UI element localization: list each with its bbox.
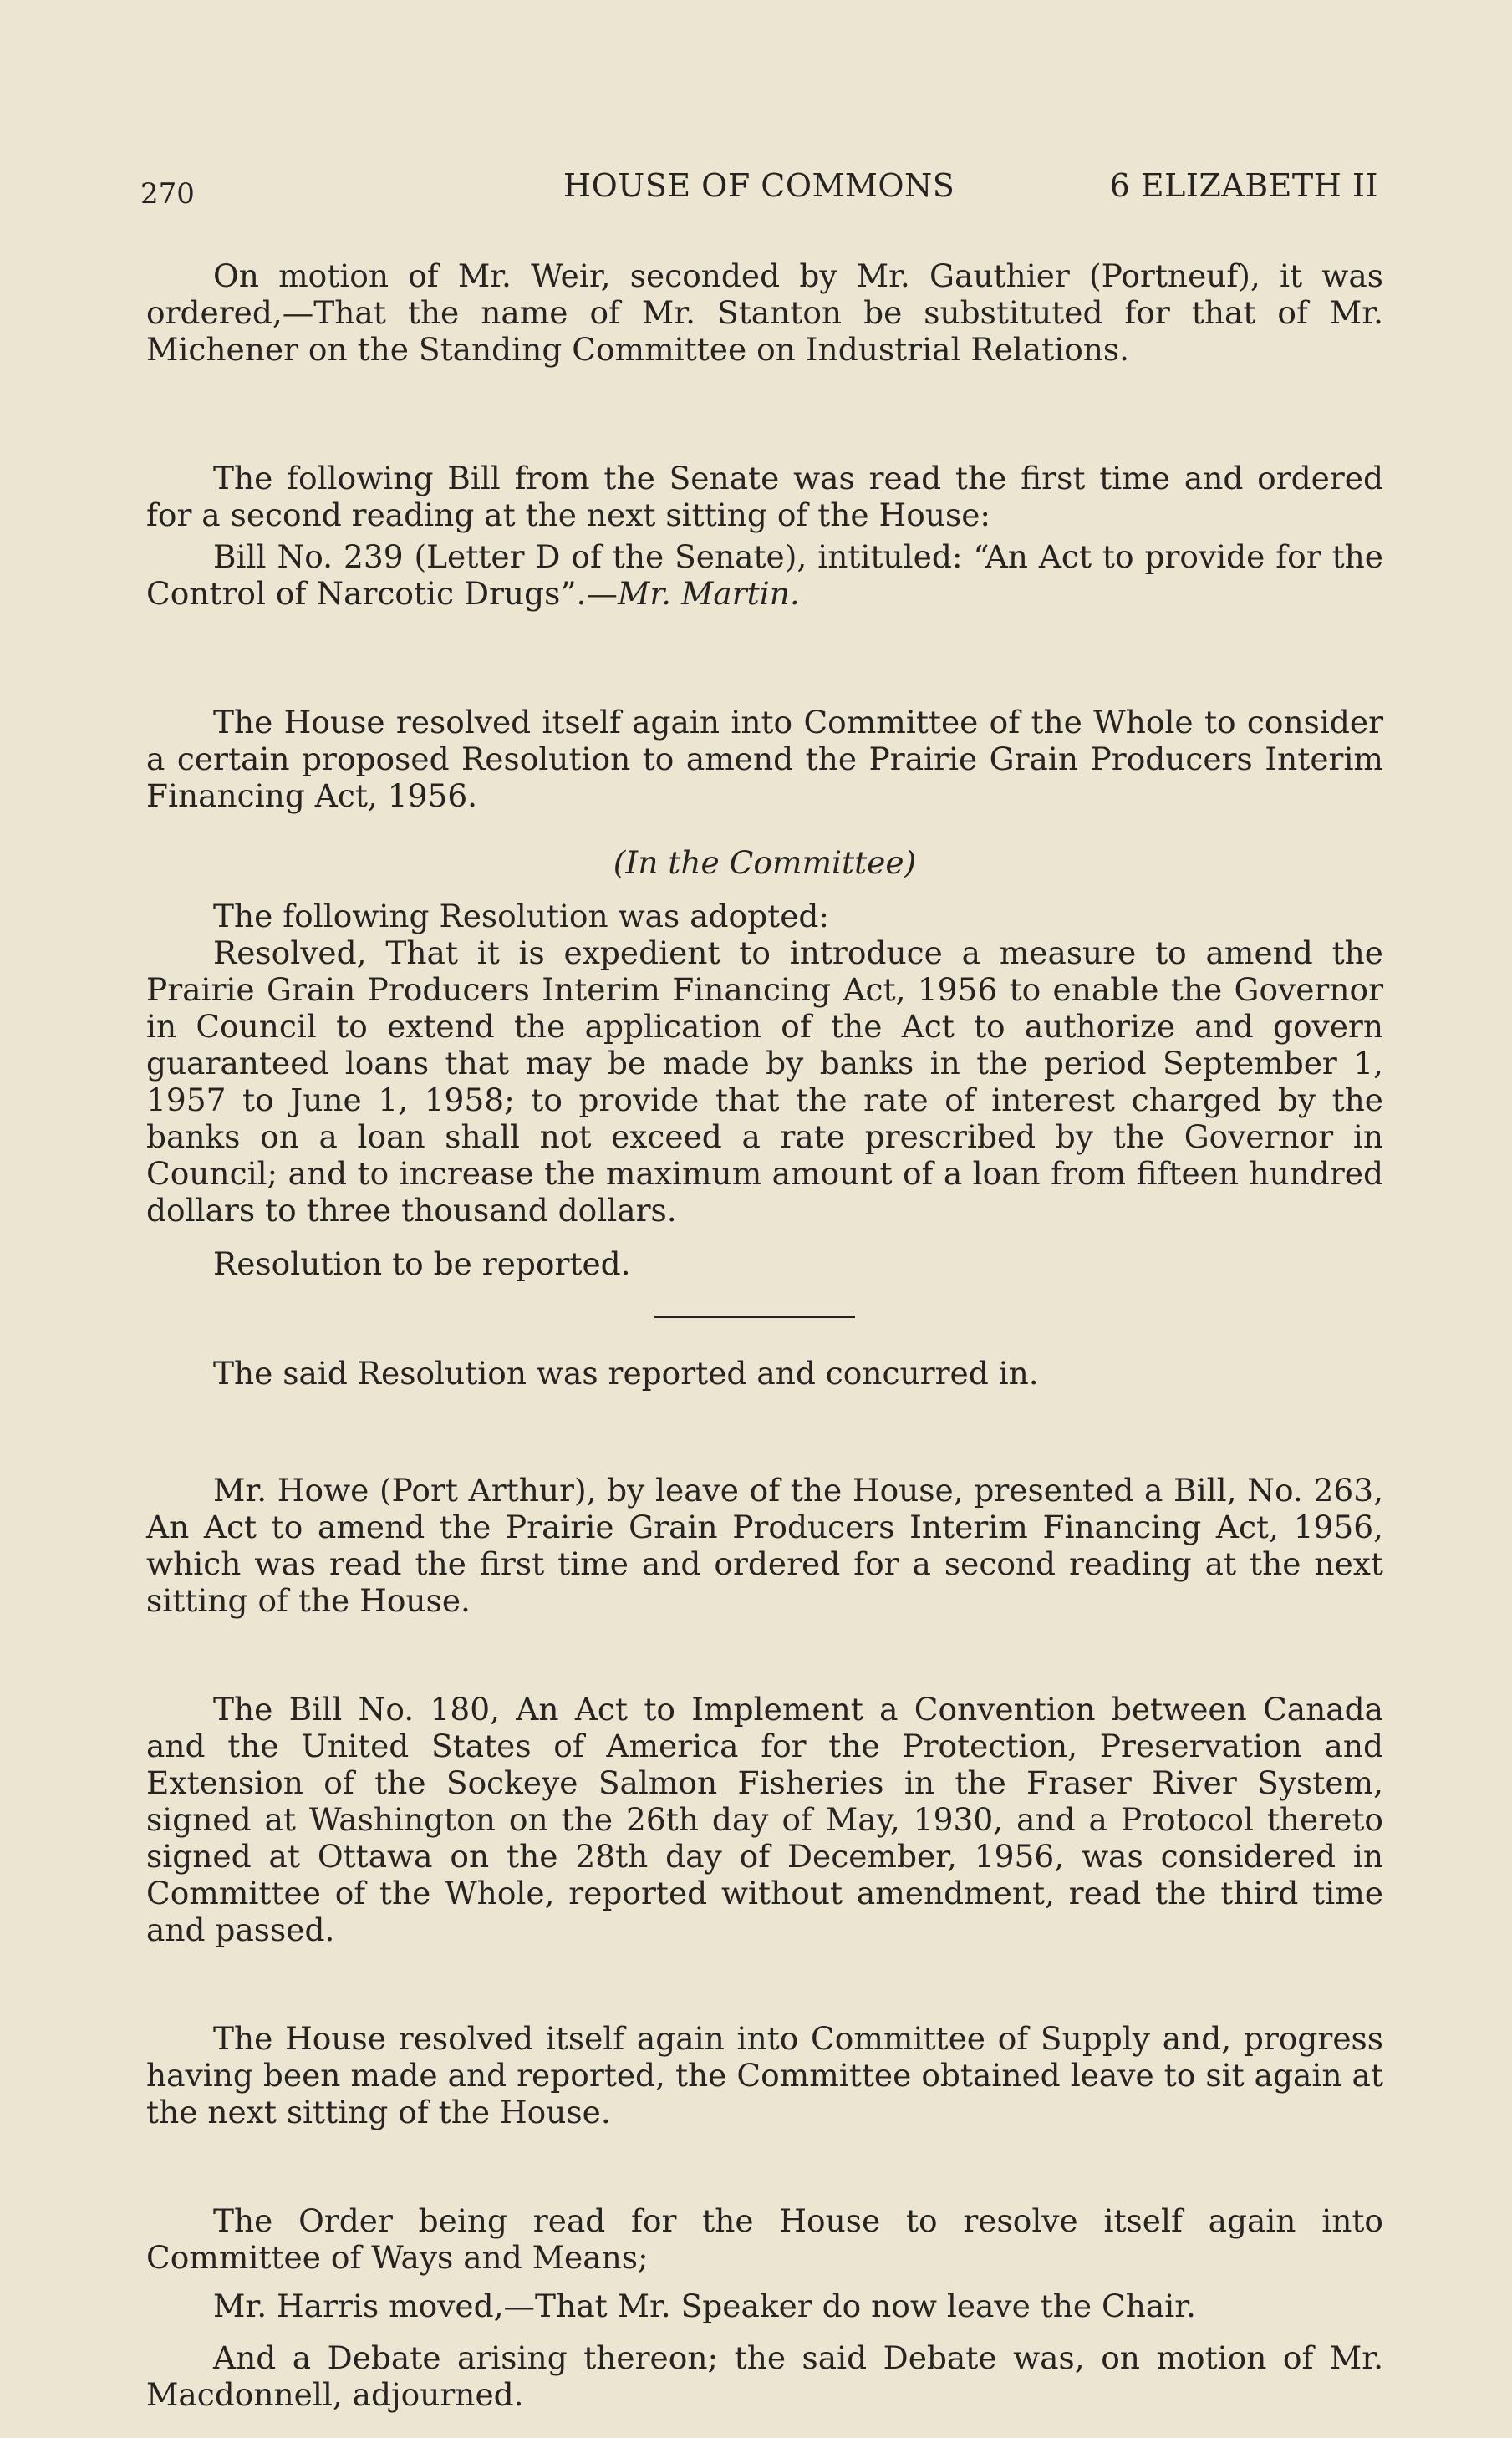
committee-whole-paragraph: The House resolved itself again into Committee of the Whole to consider a certain proposed Resolution to amend the Prairie Grain Producers Interim Financing Act, 1956. (146, 704, 1383, 814)
ways-means-paragraph: The Order being read for the House to resolve itself again into Committee of Ways and Means; (146, 2202, 1383, 2276)
section-divider (654, 1316, 855, 1318)
bill-180-paragraph: The Bill No. 180, An Act to Implement a Convention between Canada and the United States of America for the Protection, Preservation and Extension of the Sockeye Salmon Fisheries in the Fraser River System, signed at Washington on the 26th day of May, 1930, and a Protocol thereto signed at Ottawa on the 28th day of December, 1956, was considered in Committee of the Whole, reported without amendment, read the third time and passed. (146, 1691, 1383, 1948)
page-number: 270 (140, 177, 195, 211)
journal-title: HOUSE OF COMMONS (563, 167, 955, 204)
bill-239-paragraph (146, 538, 1383, 612)
resolution-adopted-paragraph: The following Resolution was adopted: (213, 898, 830, 934)
in-committee-heading: (In the Committee) (613, 844, 917, 881)
senate-bill-intro-paragraph: The following Bill from the Senate was read the first time and ordered for a second reading at the next sitting of the House: (146, 460, 1383, 533)
supply-paragraph: The House resolved itself again into Committee of Supply and, progress having been made and reported, the Committee obtained leave to sit again at the next sitting of the House. (146, 2020, 1383, 2130)
howe-bill-paragraph: Mr. Howe (Port Arthur), by leave of the House, presented a Bill, No. 263, An Act to amend the Prairie Grain Producers Interim Financing Act, 1956, which was read the first time and ordered for a second reading at the next sitting of the House. (146, 1472, 1383, 1619)
regnal-year: 6 ELIZABETH II (1109, 167, 1378, 204)
journal-body (146, 257, 1383, 2413)
running-header (140, 167, 1378, 217)
weir-motion-paragraph: On motion of Mr. Weir, seconded by Mr. Gauthier (Portneuf), it was ordered,—That the name of Mr. Stanton be substituted for that of Mr. Michener on the Standing Committee on Industrial Relations. (146, 257, 1383, 368)
resolution-text-paragraph: Resolved, That it is expedient to introduce a measure to amend the Prairie Grain Producers Interim Financing Act, 1956 to enable the Governor in Council to extend the application of the Act to authorize and govern guaranteed loans that may be made by banks in the period September 1, 1957 to June 1, 1958; to provide that the rate of interest charged by the banks on a loan shall not exceed a rate prescribed by the Governor in Council; and to increase the maximum amount of a loan from fifteen hundred dollars to three thousand dollars. (146, 934, 1383, 1229)
debate-paragraph: And a Debate arising thereon; the said Debate was, on motion of Mr. Macdonnell, adjourned. (146, 2339, 1383, 2413)
resolution-concurred-paragraph: The said Resolution was reported and concurred in. (213, 1355, 1039, 1392)
bill-239-sponsor: Mr. Martin. (617, 575, 800, 612)
resolution-reported-paragraph: Resolution to be reported. (213, 1245, 631, 1282)
harris-moved-paragraph: Mr. Harris moved,—That Mr. Speaker do now leave the Chair. (213, 2288, 1196, 2324)
bill-239-text: Bill No. 239 (Letter D of the Senate), intituled: “An Act to provide for the Control of Narcotic Drugs”.— (146, 538, 1383, 612)
